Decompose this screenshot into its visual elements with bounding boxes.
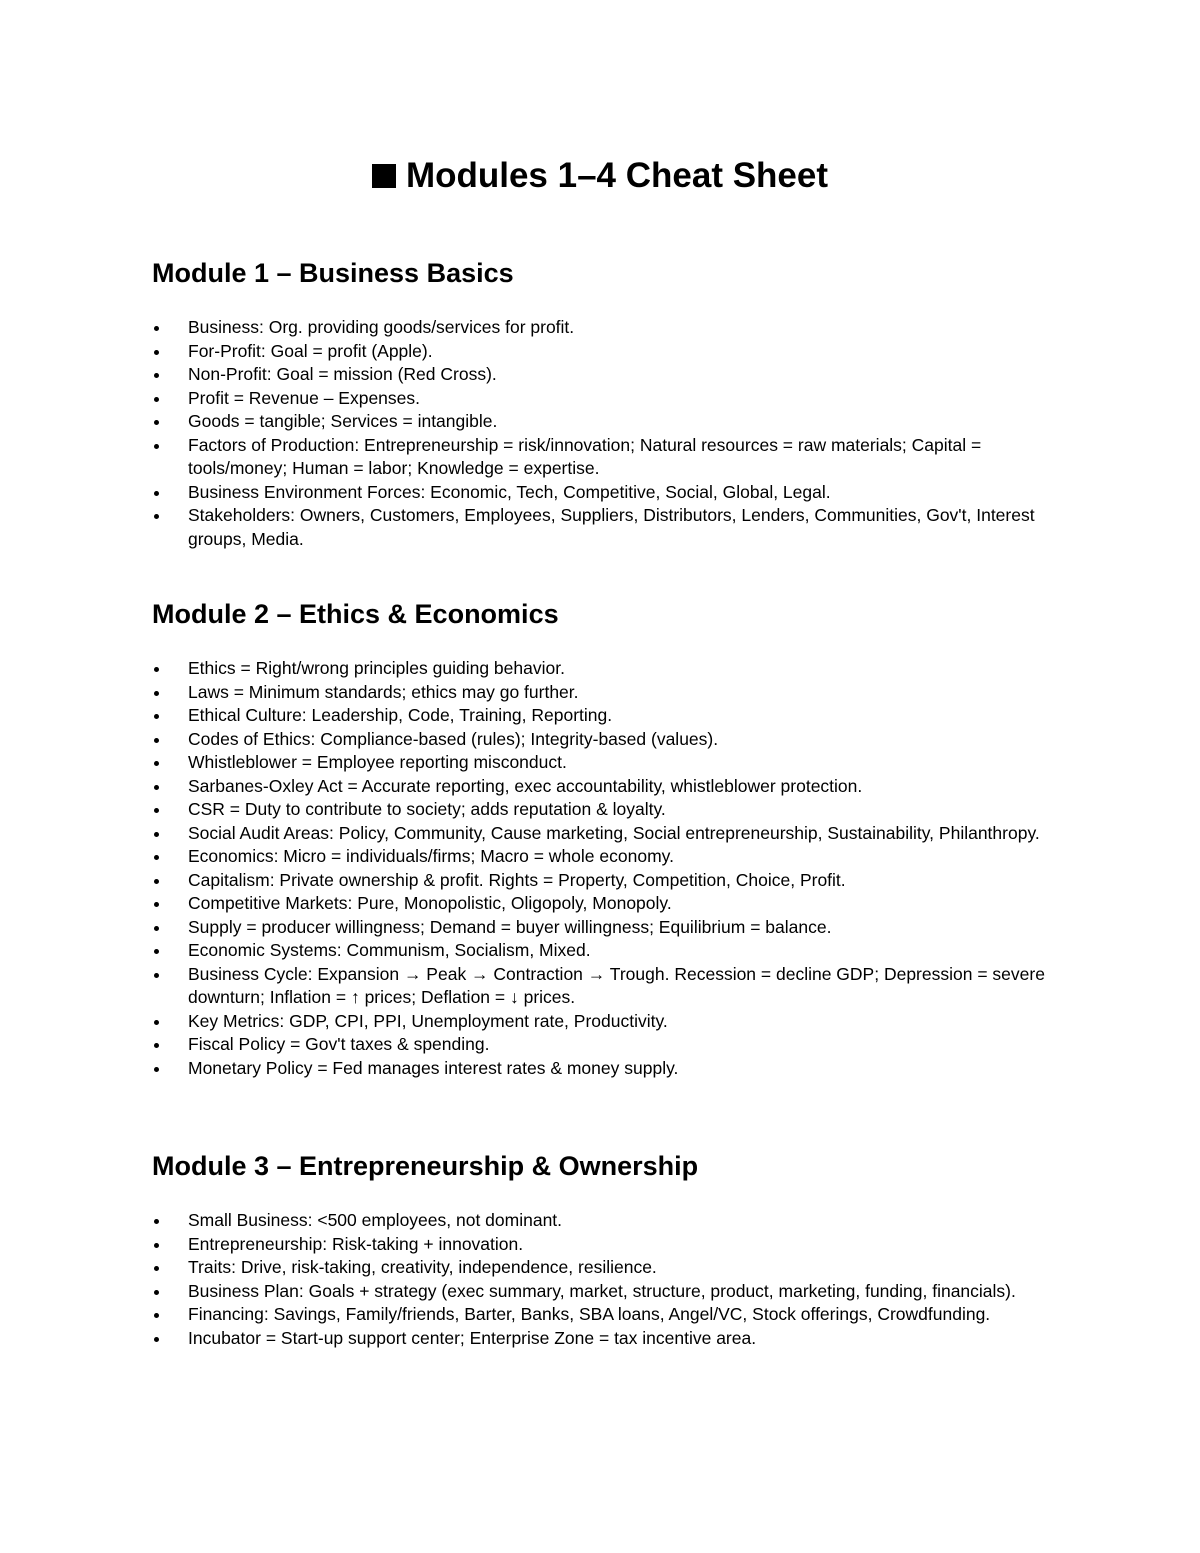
list-item — [152, 845, 1048, 869]
bullet-icon — [154, 1043, 159, 1048]
list-item — [152, 1256, 1048, 1280]
bullet-icon — [154, 397, 159, 402]
bullet-icon — [154, 902, 159, 907]
list-item — [152, 963, 1048, 1010]
bullet-icon — [154, 1313, 159, 1318]
list-item — [152, 704, 1048, 728]
list-item — [152, 1303, 1048, 1327]
list-item-text: Business Plan: Goals + strategy (exec summary, market, structure, product, marketing, funding, financials). — [188, 1280, 1016, 1301]
list-item-text: Business Environment Forces: Economic, Tech, Competitive, Social, Global, Legal. — [188, 481, 831, 502]
section-module-2 — [152, 598, 1052, 1080]
list-item-text: Profit = Revenue – Expenses. — [188, 387, 421, 408]
list-item — [152, 504, 1048, 551]
list-item-text: Fiscal Policy = Gov't taxes & spending. — [188, 1034, 490, 1054]
list-item — [152, 316, 1048, 340]
list-item-text: Ethics = Right/wrong principles guiding behavior. — [188, 658, 565, 678]
section-heading: Module 3 – Entrepreneurship & Ownership — [152, 1151, 699, 1181]
list-item-text: Entrepreneurship: Risk-taking + innovation. — [188, 1233, 524, 1254]
list-item — [152, 939, 1048, 963]
section-heading: Module 1 – Business Basics — [152, 258, 514, 288]
list-item — [152, 1033, 1048, 1057]
list-item — [152, 822, 1048, 846]
list-item — [152, 775, 1048, 799]
list-item — [152, 410, 1048, 434]
bullet-list — [152, 1209, 1052, 1350]
list-item — [152, 340, 1048, 364]
bullet-icon — [154, 785, 159, 790]
bullet-list — [152, 657, 1052, 1080]
bullet-icon — [154, 326, 159, 331]
list-item-text: Codes of Ethics: Compliance-based (rules); Integrity-based (values). — [188, 728, 719, 749]
list-item-text: Economic Systems: Communism, Socialism, Mixed. — [188, 940, 591, 960]
document-title-text: Modules 1–4 Cheat Sheet — [405, 156, 829, 195]
bullet-icon — [154, 1337, 159, 1342]
list-item — [152, 481, 1048, 505]
list-item-text: Traits: Drive, risk-taking, creativity, independence, resilience. — [188, 1257, 657, 1277]
document-title — [0, 155, 1200, 197]
list-item — [152, 798, 1048, 822]
list-item — [152, 1233, 1048, 1257]
bullet-icon — [154, 373, 159, 378]
list-item-text: Non-Profit: Goal = mission (Red Cross). — [188, 364, 497, 384]
list-item-text: Stakeholders: Owners, Customers, Employees, Suppliers, Distributors, Lenders, Communities, Gov't, Interest groups, Media. — [188, 505, 1035, 549]
list-item-text: Capitalism: Private ownership & profit. Rights = Property, Competition, Choice, Profit. — [188, 869, 846, 890]
bullet-icon — [154, 926, 159, 931]
list-item-text: Factors of Production: Entrepreneurship = risk/innovation; Natural resources = raw materials; Capital = tools/money; Human = labor; Knowledge = expertise. — [188, 434, 982, 478]
bullet-icon — [154, 973, 159, 978]
bullet-icon — [154, 832, 159, 837]
list-item-text: Laws = Minimum standards; ethics may go further. — [188, 681, 579, 702]
section-heading: Module 2 – Ethics & Economics — [152, 599, 559, 629]
list-item-text: Sarbanes-Oxley Act = Accurate reporting, exec accountability, whistleblower protection. — [188, 775, 863, 796]
list-item-text: Financing: Savings, Family/friends, Barter, Banks, SBA loans, Angel/VC, Stock offerings, Crowdfunding. — [188, 1304, 991, 1324]
bullet-icon — [154, 1020, 159, 1025]
bullet-icon — [154, 444, 159, 449]
section-module-1 — [152, 257, 1052, 551]
bullet-icon — [154, 1290, 159, 1295]
list-item — [152, 1057, 1048, 1081]
list-item — [152, 387, 1048, 411]
bullet-icon — [154, 879, 159, 884]
list-item-text: Business Cycle: Expansion → Peak → Contraction → Trough. Recession = decline GDP; Depression = severe downturn; Inflation = ↑ prices; Deflation = ↓ prices. — [188, 963, 1045, 1007]
bullet-icon — [154, 761, 159, 766]
list-item — [152, 681, 1048, 705]
list-item-text: Ethical Culture: Leadership, Code, Training, Reporting. — [188, 705, 613, 725]
list-item-text: For-Profit: Goal = profit (Apple). — [188, 340, 433, 361]
list-item-text: Competitive Markets: Pure, Monopolistic, Oligopoly, Monopoly. — [188, 893, 672, 913]
list-item — [152, 1010, 1048, 1034]
bullet-icon — [154, 714, 159, 719]
bullet-icon — [154, 350, 159, 355]
section-module-3 — [152, 1150, 1052, 1350]
bullet-icon — [154, 808, 159, 813]
bullet-icon — [154, 491, 159, 496]
bullet-icon — [154, 1243, 159, 1248]
list-item — [152, 1280, 1048, 1304]
list-item — [152, 916, 1048, 940]
bullet-list — [152, 316, 1052, 551]
bullet-icon — [154, 420, 159, 425]
list-item — [152, 657, 1048, 681]
list-item-text: Small Business: <500 employees, not dominant. — [188, 1210, 563, 1230]
bullet-icon — [154, 514, 159, 519]
list-item-text: Monetary Policy = Fed manages interest rates & money supply. — [188, 1057, 679, 1078]
list-item-text: CSR = Duty to contribute to society; adds reputation & loyalty. — [188, 799, 666, 819]
list-item — [152, 892, 1048, 916]
bullet-icon — [154, 738, 159, 743]
bullet-icon — [154, 1266, 159, 1271]
list-item — [152, 1327, 1048, 1351]
list-item — [152, 751, 1048, 775]
list-item-text: Incubator = Start-up support center; Enterprise Zone = tax incentive area. — [188, 1327, 757, 1348]
list-item — [152, 869, 1048, 893]
list-item — [152, 1209, 1048, 1233]
bullet-icon — [154, 667, 159, 672]
list-item-text: Key Metrics: GDP, CPI, PPI, Unemployment rate, Productivity. — [188, 1010, 668, 1031]
bullet-icon — [154, 949, 159, 954]
list-item-text: Business: Org. providing goods/services for profit. — [188, 317, 575, 337]
list-item-text: Supply = producer willingness; Demand = buyer willingness; Equilibrium = balance. — [188, 916, 832, 937]
list-item — [152, 363, 1048, 387]
list-item-text: Goods = tangible; Services = intangible. — [188, 411, 498, 431]
bullet-icon — [154, 1219, 159, 1224]
list-item-text: Social Audit Areas: Policy, Community, Cause marketing, Social entrepreneurship, Sustainability, Philanthropy. — [188, 822, 1040, 843]
bullet-icon — [154, 855, 159, 860]
list-item — [152, 434, 1048, 481]
list-item-text: Economics: Micro = individuals/firms; Macro = whole economy. — [188, 846, 674, 866]
bullet-icon — [154, 691, 159, 696]
list-item — [152, 728, 1048, 752]
bullet-icon — [154, 1067, 159, 1072]
list-item-text: Whistleblower = Employee reporting misconduct. — [188, 752, 567, 772]
square-bullet-icon — [372, 164, 396, 188]
